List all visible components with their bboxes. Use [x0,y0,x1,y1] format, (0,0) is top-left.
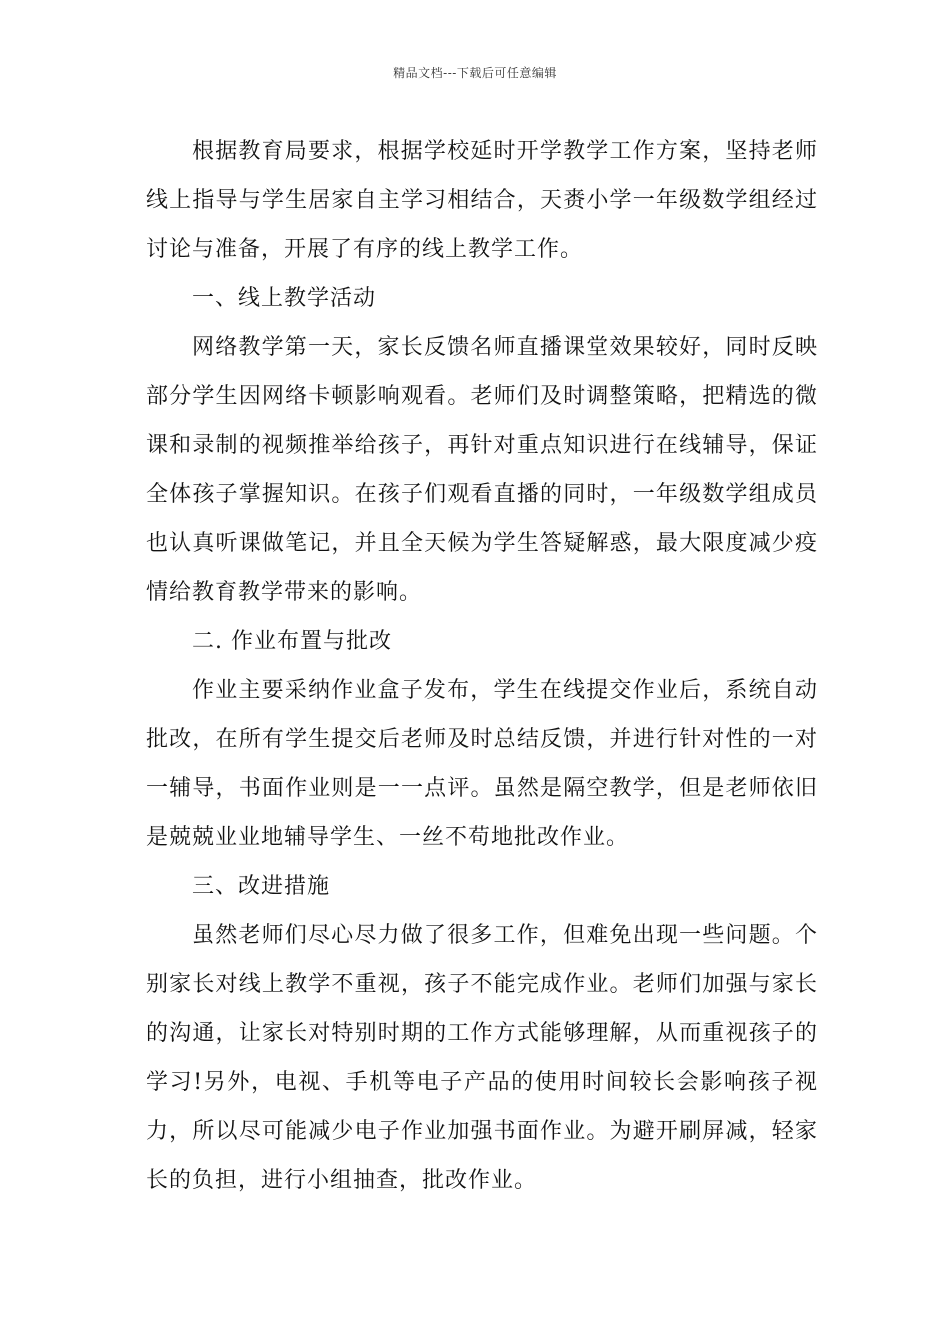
page-header: 精品文档---下载后可任意编辑 [393,66,557,80]
paragraph-homework: 作业主要采纳作业盒子发布，学生在线提交作业后，系统自动批改，在所有学生提交后老师及时总结反馈，并进行针对性的一对一辅导，书面作业则是一一点评。虽然是隔空教学，但是老师依旧是兢兢业业地辅导学生、一丝不苟地批改作业。 [146,678,818,850]
section-heading-homework: 二. 作业布置与批改 [192,629,392,654]
section-heading-improvement: 三、改进措施 [192,874,331,899]
paragraph-improvement: 虽然老师们尽心尽力做了很多工作，但难免出现一些问题。个别家长对线上教学不重视，孩子不能完成作业。老师们加强与家长的沟通，让家长对特别时期的工作方式能够理解，从而重视孩子的学习!另外，电视、手机等电子产品的使用时间较长会影响孩子视力，所以尽可能减少电子作业加强书面作业。为避开刷屏减，轻家长的负担，进行小组抽查，批改作业。 [146,923,818,1193]
section-heading-online-teaching: 一、线上教学活动 [192,286,377,311]
document-body [146,127,818,1205]
paragraph-online-teaching: 网络教学第一天，家长反馈名师直播课堂效果较好，同时反映部分学生因网络卡顿影响观看。老师们及时调整策略，把精选的微课和录制的视频推举给孩子，再针对重点知识进行在线辅导，保证全体孩子掌握知识。在孩子们观看直播的同时，一年级数学组成员也认真听课做笔记，并且全天候为学生答疑解惑，最大限度减少疫情给教育教学带来的影响。 [146,335,818,605]
paragraph-intro: 根据教育局要求，根据学校延时开学教学工作方案，坚持老师线上指导与学生居家自主学习相结合，天赉小学一年级数学组经过讨论与准备，开展了有序的线上教学工作。 [146,139,818,262]
